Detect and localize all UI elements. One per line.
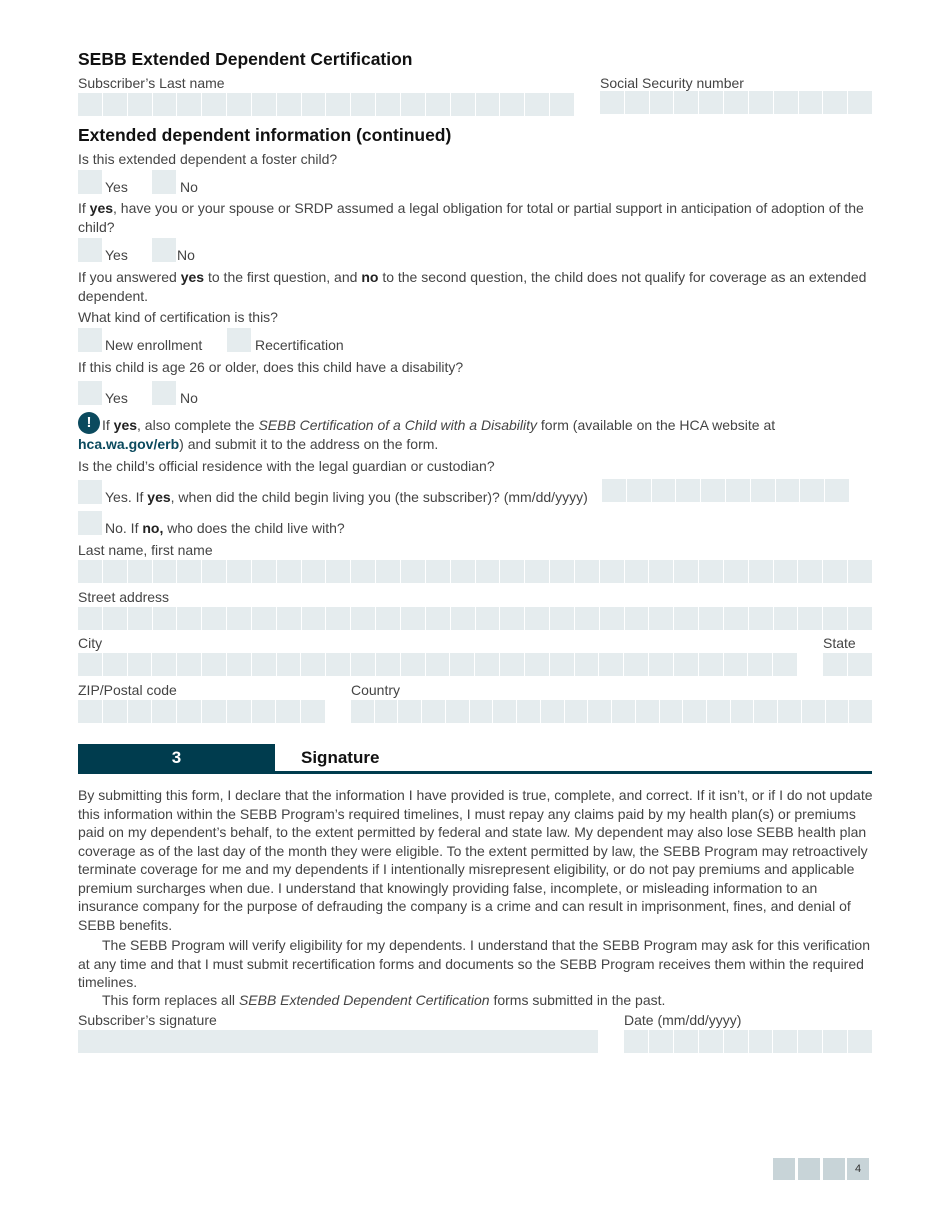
adoption-yes-checkbox[interactable]: [78, 238, 102, 262]
disability-no-label: No: [180, 390, 198, 406]
disability-question: If this child is age 26 or older, does this child have a disability?: [78, 359, 464, 375]
residence-yes-checkbox[interactable]: [78, 480, 102, 504]
signature-heading: Signature: [301, 748, 380, 767]
section-heading: Extended dependent information (continued): [78, 125, 452, 145]
form-title: SEBB Extended Dependent Certification: [78, 49, 413, 69]
foster-no-checkbox[interactable]: [152, 170, 176, 194]
signature-label: Subscriber’s signature: [78, 1012, 217, 1028]
date-label: Date (mm/dd/yyyy): [624, 1012, 742, 1028]
section-divider: [78, 771, 872, 774]
country-label: Country: [351, 682, 401, 698]
verification-paragraph: The SEBB Program will verify eligibility for my dependents. I understand that the SEBB Program may ask for this verification at any time and that I must submit recertification forms and documents so the SEBB Program receives them within the required timelines.: [78, 937, 870, 990]
street-input[interactable]: [78, 607, 872, 630]
last-name-input[interactable]: [78, 93, 574, 116]
recertification-checkbox[interactable]: [227, 328, 251, 352]
state-label: State: [823, 635, 856, 651]
alert-icon: !: [78, 412, 100, 434]
zip-label: ZIP/Postal code: [78, 682, 177, 698]
page-number: 4: [847, 1158, 869, 1180]
certification-question: What kind of certification is this?: [78, 309, 278, 325]
disability-yes-checkbox[interactable]: [78, 381, 102, 405]
name-label: Last name, first name: [78, 542, 213, 558]
disability-yes-label: Yes: [105, 390, 128, 406]
foster-no-label: No: [180, 179, 198, 195]
adoption-no-checkbox[interactable]: [152, 238, 176, 262]
foster-yes-checkbox[interactable]: [78, 170, 102, 194]
disability-alert-text: If yes, also complete the SEBB Certification of a Child with a Disability form (available on the HCA website at hca.wa.gov/erb) and submit it to the address on the form.: [78, 417, 776, 452]
recertification-label: Recertification: [255, 337, 344, 353]
state-input[interactable]: [823, 653, 872, 676]
foster-yes-label: Yes: [105, 179, 128, 195]
section-number: 3: [171, 748, 182, 767]
ssn-input[interactable]: [600, 91, 872, 114]
adoption-question: If yes, have you or your spouse or SRDP assumed a legal obligation for total or partial support in anticipation of adoption of the child?: [78, 200, 864, 235]
city-label: City: [78, 635, 103, 651]
page-marker: [773, 1158, 795, 1180]
adoption-no-label: No: [177, 247, 195, 263]
hca-website-link[interactable]: hca.wa.gov/erb: [78, 435, 180, 452]
ssn-label: Social Security number: [600, 75, 744, 91]
page-marker: [823, 1158, 845, 1180]
new-enrollment-label: New enrollment: [105, 337, 203, 353]
page-marker: [798, 1158, 820, 1180]
residence-date-input[interactable]: [602, 479, 849, 502]
foster-question: Is this extended dependent a foster child?: [78, 151, 338, 167]
residence-yes-label: Yes. If yes, when did the child begin living you (the subscriber)? (mm/dd/yyyy): [105, 489, 588, 505]
residence-no-label: No. If no, who does the child live with?: [105, 520, 345, 536]
country-input[interactable]: [351, 700, 872, 723]
residence-no-checkbox[interactable]: [78, 511, 102, 535]
declaration-paragraph: By submitting this form, I declare that the information I have provided is true, complete, and correct. If it isn’t, or if I do not update this information within the SEBB Program’s required timelines, I must repay any claims paid by my health plan(s) or premiums paid on my dependent’s behalf, to the extent permitted by federal and state law. My dependent may also lose SEBB health plan coverage as of the last day of the month they were eligible. To the extent permitted by law, the SEBB Program may retroactively terminate coverage for me and my dependents if I intentionally misrepresent eligibility, or do not pay premiums and applicable premium surcharges when due. I understand that knowingly providing false, incomplete, or misleading information to an insurance company for the purpose of defrauding the company is a crime and can result in imprisonment, fines, and denial of SEBB benefits.: [78, 787, 873, 933]
qualification-note: If you answered yes to the first question, and no to the second question, the child does not qualify for coverage as an extended dependent.: [78, 269, 867, 304]
last-name-label: Subscriber’s Last name: [78, 75, 225, 91]
residence-question: Is the child’s official residence with the legal guardian or custodian?: [78, 458, 495, 474]
city-input[interactable]: [78, 653, 797, 676]
section-number-bar: [78, 744, 275, 772]
signature-field[interactable]: [78, 1030, 598, 1053]
replacement-paragraph: This form replaces all SEBB Extended Dependent Certification forms submitted in the past.: [102, 992, 666, 1008]
zip-input[interactable]: [78, 700, 325, 723]
disability-no-checkbox[interactable]: [152, 381, 176, 405]
new-enrollment-checkbox[interactable]: [78, 328, 102, 352]
name-input[interactable]: [78, 560, 872, 583]
adoption-yes-label: Yes: [105, 247, 128, 263]
street-label: Street address: [78, 589, 170, 605]
date-input[interactable]: [624, 1030, 872, 1053]
